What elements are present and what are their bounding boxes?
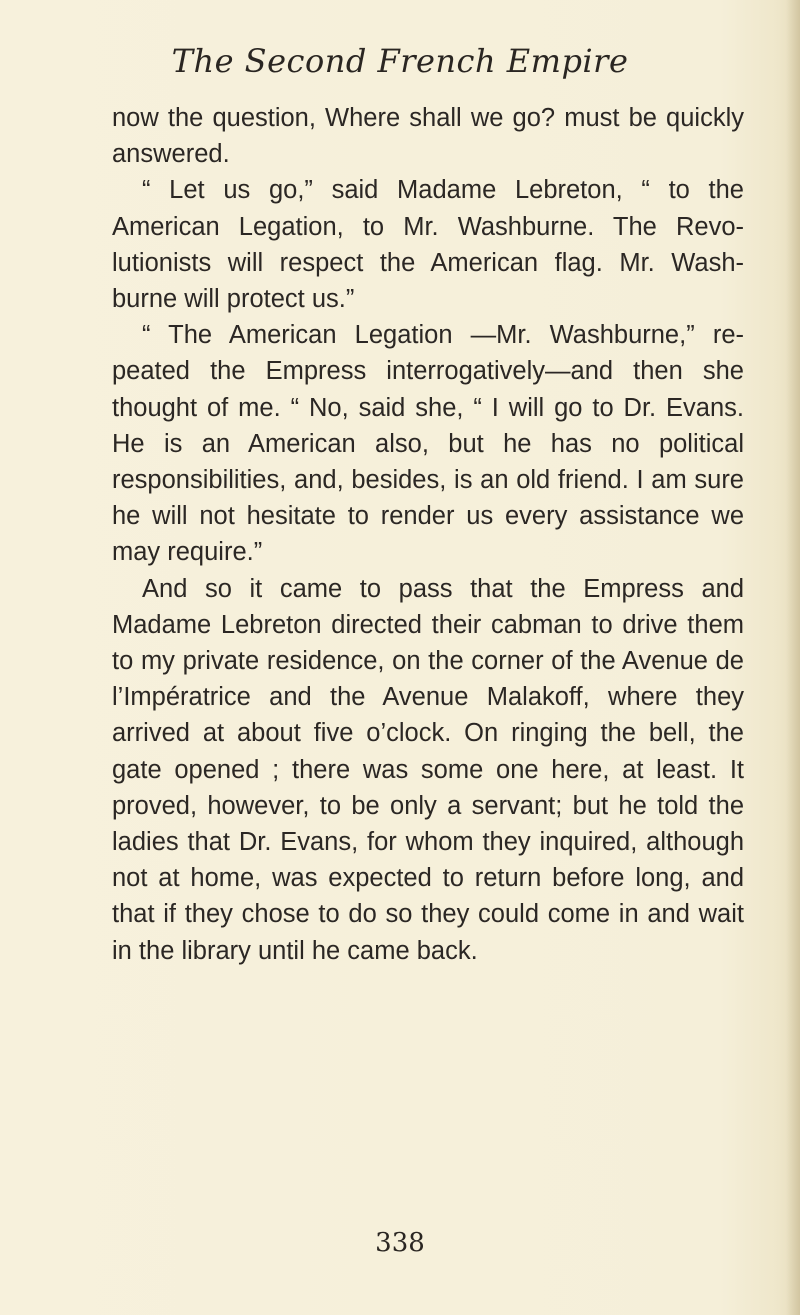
page-number: 338	[375, 1228, 425, 1258]
paragraph: now the question, Where shall we go? must be quickly answered.	[112, 104, 744, 169]
page-edge-shadow	[786, 0, 800, 1315]
body-text	[112, 100, 744, 969]
paragraph: “ Let us go,” said Madame Lebreton, “ to the American Legation, to Mr. Washburne. The Revo- lutionists will respect the American flag. Mr. Wash- burne will protect us.”	[112, 176, 744, 314]
paragraph: “ The American Legation —Mr. Washburne,” re- peated the Empress interrogatively—and then she thought of me. “ No, said she, “ I will go to Dr. Evans. He is an American also, but he has no political responsibilities, and, besides, is an old friend. I am sure he will not hesitate to render us every assistance we may require.”	[112, 321, 744, 567]
paragraph: And so it came to pass that the Empress and Madame Lebreton directed their cabman to drive them to my private residence, on the corner of the Avenue de l’Impératrice and the Avenue Malakoff, where they arrived at about five o’clock. On ringing the bell, the gate opened ; there was some one here, at least. It proved, however, to be only a servant; but he told the ladies that Dr. Evans, for whom they inquired, although not at home, was expected to return before long, and that if they chose to do so they could come in and wait in the library until he came back.	[112, 574, 744, 965]
running-head: The Second French Empire	[171, 42, 629, 80]
